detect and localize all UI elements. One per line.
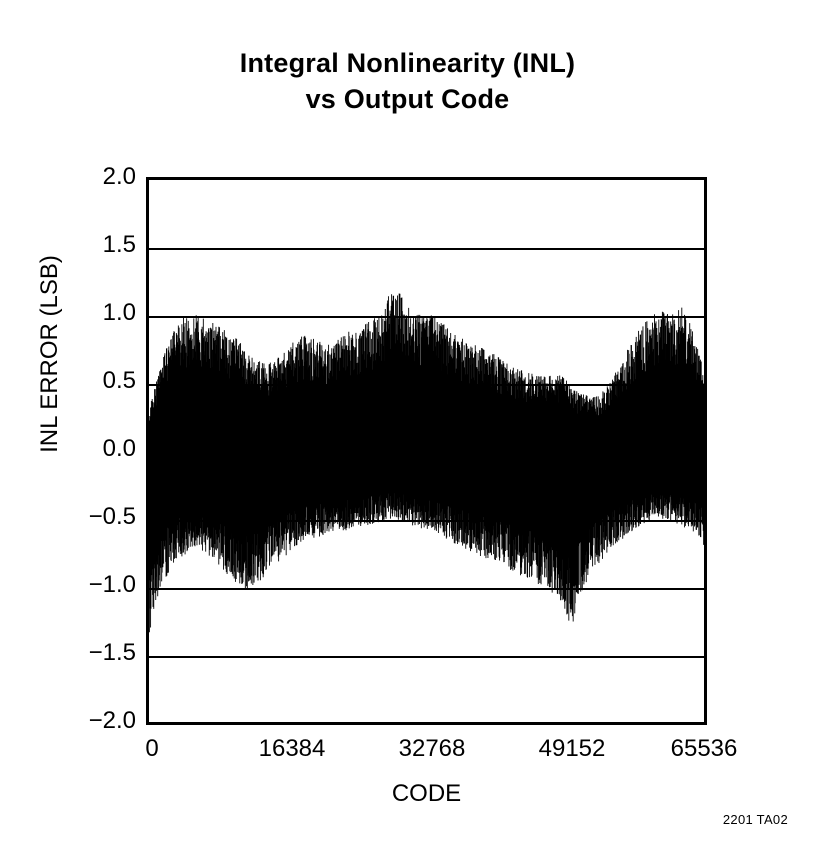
figure-code: 2201 TA02 xyxy=(722,812,788,827)
chart-title-line-2: vs Output Code xyxy=(305,84,510,114)
x-tick-32768: 32768 xyxy=(398,735,466,762)
y-axis-title: INL ERROR (LSB) xyxy=(36,255,63,453)
chart-title-line-1: Integral Nonlinearity (INL) xyxy=(239,48,576,78)
y-tick-0.0: 0.0 xyxy=(102,435,136,462)
x-axis-tick-labels xyxy=(145,735,738,767)
plot-area xyxy=(146,177,707,725)
chart-title xyxy=(0,45,815,117)
y-tick-minus-1.0: −1.0 xyxy=(88,571,136,598)
y-tick-1.5: 1.5 xyxy=(102,231,136,258)
inl-noise-trace xyxy=(149,180,704,722)
x-tick-0: 0 xyxy=(145,735,159,762)
x-axis-title: CODE xyxy=(391,780,462,807)
x-tick-65536: 65536 xyxy=(670,735,738,762)
x-tick-49152: 49152 xyxy=(538,735,606,762)
y-tick-2.0: 2.0 xyxy=(102,163,136,190)
y-axis-tick-labels xyxy=(70,163,136,734)
y-tick-minus-0.5: −0.5 xyxy=(88,503,136,530)
x-tick-16384: 16384 xyxy=(258,735,326,762)
y-tick-1.0: 1.0 xyxy=(102,299,136,326)
y-tick-minus-1.5: −1.5 xyxy=(88,639,136,666)
y-tick-0.5: 0.5 xyxy=(102,367,136,394)
y-tick-minus-2.0: −2.0 xyxy=(88,707,136,734)
